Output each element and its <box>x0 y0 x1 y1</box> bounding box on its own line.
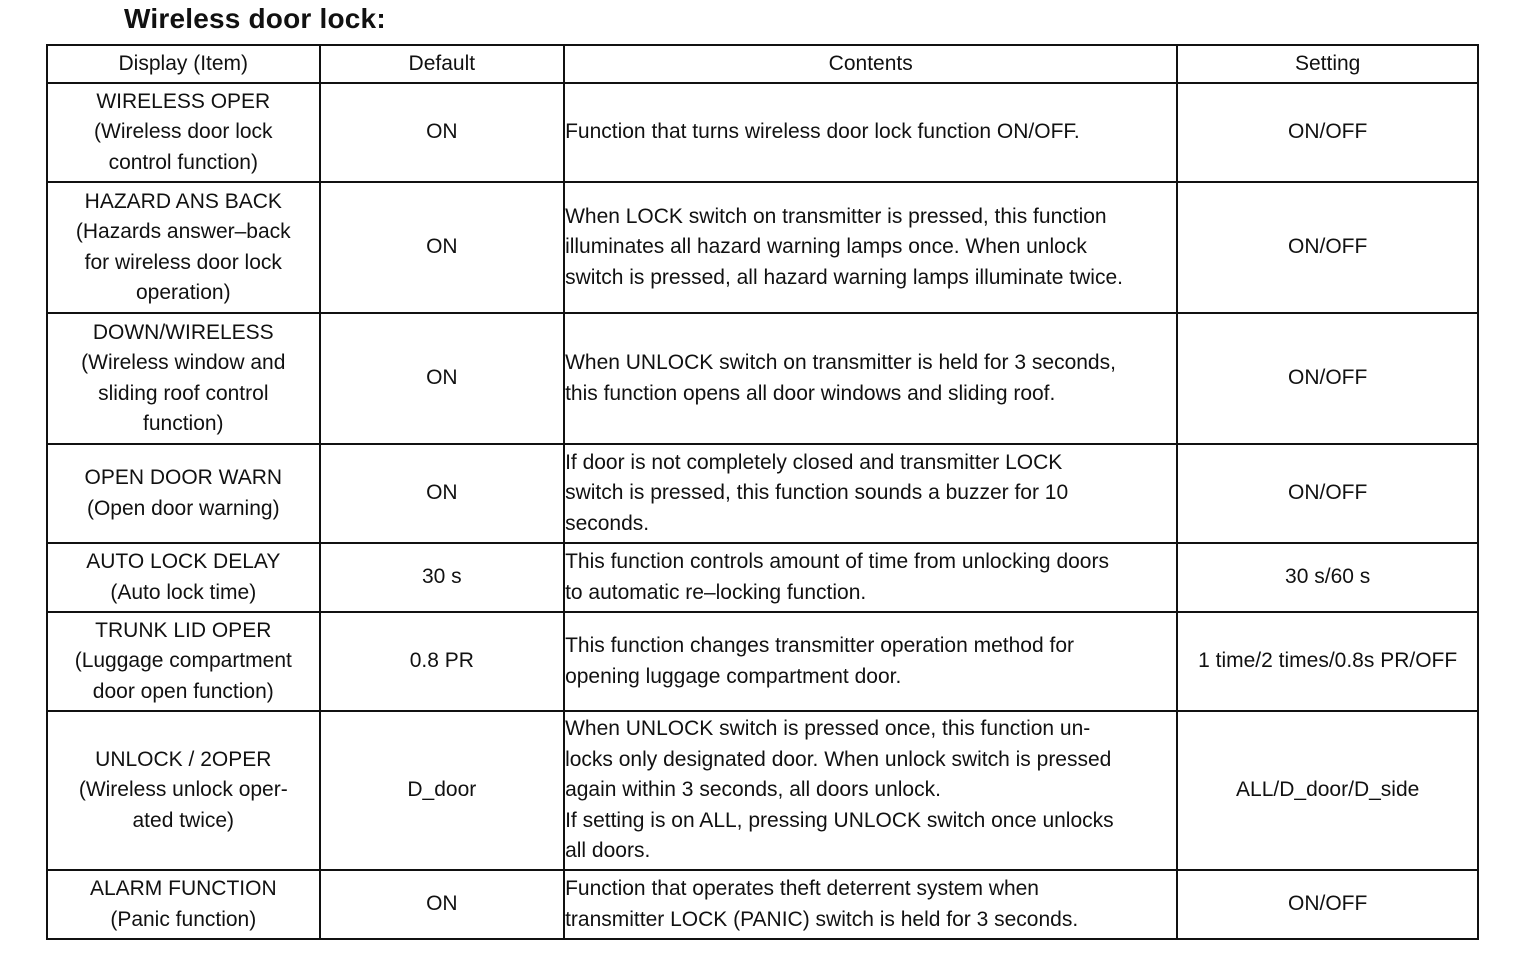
contents-cell <box>564 711 1177 870</box>
contents-cell <box>564 83 1177 182</box>
setting-cell: ON/OFF <box>1177 313 1478 444</box>
contents-line: locks only designated door. When unlock switch is pressed <box>565 747 1112 771</box>
table-row <box>47 711 1478 870</box>
contents-cell <box>564 543 1177 612</box>
display-item-cell <box>47 711 320 870</box>
table-row <box>47 444 1478 543</box>
default-cell: 0.8 PR <box>320 612 565 711</box>
contents-line: If door is not completely closed and transmitter LOCK <box>565 450 1063 474</box>
contents-line: This function changes transmitter operation method for <box>565 634 1074 657</box>
table-row <box>47 83 1478 182</box>
contents-line: When UNLOCK switch is pressed once, this function un- <box>565 717 1091 741</box>
display-item-cell <box>47 870 320 939</box>
display-item-cell <box>47 612 320 711</box>
contents-line: If setting is on ALL, pressing UNLOCK switch once unlocks <box>565 808 1114 832</box>
setting-cell: ON/OFF <box>1177 444 1478 543</box>
display-item-line: WIRELESS OPER <box>96 89 271 113</box>
display-item-line: UNLOCK / 2OPER <box>95 747 272 771</box>
display-item-cell <box>47 313 320 444</box>
display-item-line: (Open door warning) <box>86 496 280 520</box>
default-cell: ON <box>320 182 565 313</box>
contents-cell <box>564 444 1177 543</box>
display-item-line: ALARM FUNCTION <box>89 877 277 900</box>
contents-cell <box>564 182 1177 313</box>
contents-line: to automatic re–locking function. <box>565 580 867 604</box>
display-item-line: function) <box>143 412 224 435</box>
contents-line: all doors. <box>565 839 651 863</box>
contents-line: Function that operates theft deterrent system when <box>565 877 1039 900</box>
display-item-line: OPEN DOOR WARN <box>84 466 283 489</box>
column-header-contents: Contents <box>564 45 1177 83</box>
default-cell: 30 s <box>320 543 565 612</box>
display-item-line: ated twice) <box>132 808 235 832</box>
contents-cell <box>564 313 1177 444</box>
contents-line: again within 3 seconds, all doors unlock. <box>565 778 941 802</box>
display-item-line: (Hazards answer–back <box>75 220 291 243</box>
setting-cell: ON/OFF <box>1177 83 1478 182</box>
setting-cell: ON/OFF <box>1177 182 1478 313</box>
display-item-cell <box>47 543 320 612</box>
table-row <box>47 612 1478 711</box>
column-header-display: Display (Item) <box>47 45 320 83</box>
display-item-line: door open function) <box>92 679 274 703</box>
default-cell: ON <box>320 870 565 939</box>
display-item-line: control function) <box>108 150 258 174</box>
settings-table <box>46 44 1479 940</box>
contents-line: seconds. <box>565 511 650 535</box>
display-item-line: (Wireless unlock oper- <box>78 778 288 802</box>
contents-line: This function controls amount of time from unlocking doors <box>565 550 1109 573</box>
setting-cell: 1 time/2 times/0.8s PR/OFF <box>1177 612 1478 711</box>
display-item-cell <box>47 83 320 182</box>
display-item-line: sliding roof control <box>98 381 269 405</box>
contents-cell <box>564 612 1177 711</box>
column-header-setting: Setting <box>1177 45 1478 83</box>
contents-line: Function that turns wireless door lock function ON/OFF. <box>565 120 1080 144</box>
contents-line: When LOCK switch on transmitter is pressed, this function <box>565 204 1107 228</box>
table-row <box>47 543 1478 612</box>
display-item-line: HAZARD ANS BACK <box>84 189 282 213</box>
default-cell: ON <box>320 444 565 543</box>
contents-line: transmitter LOCK (PANIC) switch is held for 3 seconds. <box>565 907 1079 931</box>
display-item-line: TRUNK LID OPER <box>95 618 272 642</box>
display-item-line: operation) <box>136 281 231 304</box>
contents-line: this function opens all door windows and sliding roof. <box>565 381 1056 405</box>
display-item-line: (Panic function) <box>110 907 257 931</box>
display-item-cell <box>47 182 320 313</box>
table-row <box>47 182 1478 313</box>
page-title: Wireless door lock: <box>124 3 386 34</box>
contents-cell <box>564 870 1177 939</box>
setting-cell: 30 s/60 s <box>1177 543 1478 612</box>
display-item-line: DOWN/WIRELESS <box>92 320 274 344</box>
display-item-line: (Wireless door lock <box>94 120 273 144</box>
display-item-cell <box>47 444 320 543</box>
contents-line: switch is pressed, all hazard warning lamps illuminate twice. <box>565 265 1123 289</box>
table-row <box>47 870 1478 939</box>
display-item-line: AUTO LOCK DELAY <box>86 550 281 573</box>
display-item-line: (Auto lock time) <box>110 580 257 604</box>
column-header-default: Default <box>320 45 565 83</box>
default-cell: ON <box>320 313 565 444</box>
default-cell: ON <box>320 83 565 182</box>
contents-line: opening luggage compartment door. <box>565 664 902 688</box>
display-item-line: for wireless door lock <box>84 250 282 274</box>
setting-cell: ALL/D_door/D_side <box>1177 711 1478 870</box>
table-row <box>47 313 1478 444</box>
contents-line: illuminates all hazard warning lamps once. When unlock <box>565 235 1087 259</box>
display-item-line: (Wireless window and <box>81 351 286 374</box>
contents-line: When UNLOCK switch on transmitter is held for 3 seconds, <box>565 351 1116 374</box>
setting-cell: ON/OFF <box>1177 870 1478 939</box>
display-item-line: (Luggage compartment <box>74 649 292 673</box>
default-cell: D_door <box>320 711 565 870</box>
table-header-row <box>47 45 1478 83</box>
contents-line: switch is pressed, this function sounds a buzzer for 10 <box>565 481 1069 505</box>
